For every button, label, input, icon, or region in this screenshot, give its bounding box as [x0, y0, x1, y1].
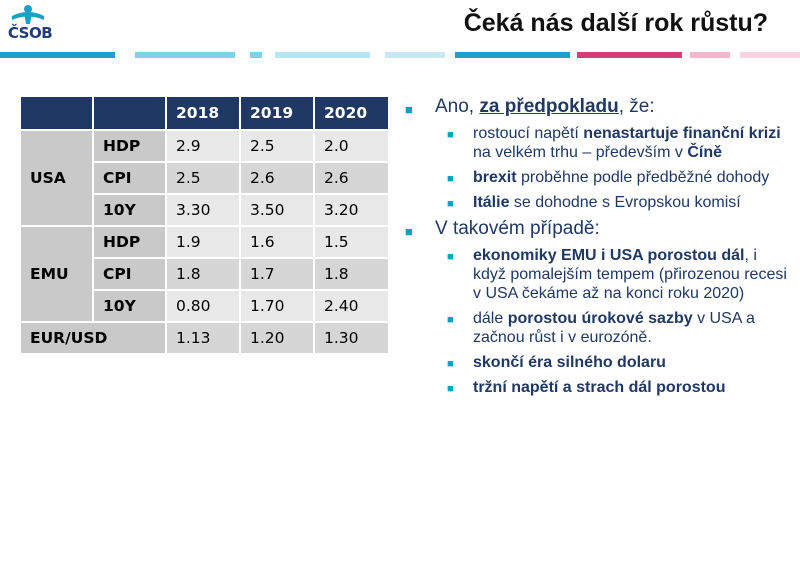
slide-title: Čeká nás další rok růstu? [463, 9, 768, 37]
region-label: EMU [20, 226, 93, 322]
bullet-bold: ekonomiky EMU i USA porostou dál [473, 247, 745, 264]
bullet-text: v USA a začnou růst i v eurozóně. [473, 310, 755, 346]
table-cell: 1.30 [314, 322, 389, 354]
square-bullet-icon: ■ [447, 173, 454, 185]
square-bullet-icon: ■ [447, 358, 454, 370]
square-bullet-icon: ■ [447, 198, 454, 210]
bullet-text: se dohodne s Evropskou komisí [509, 194, 741, 211]
header-stripes [0, 52, 800, 58]
table-cell: 0.80 [166, 290, 240, 322]
bullet-bold: Číně [687, 144, 722, 161]
indicator-label: 10Y [93, 194, 166, 226]
indicator-label: 10Y [93, 290, 166, 322]
year-header: 2019 [240, 96, 314, 130]
table-cell: 2.40 [314, 290, 389, 322]
csob-logo-icon [6, 4, 50, 26]
square-bullet-icon: ■ [405, 224, 413, 239]
header-empty [93, 96, 166, 130]
table-cell: 2.5 [240, 130, 314, 162]
csob-logo [6, 4, 53, 44]
table-cell: 1.6 [240, 226, 314, 258]
square-bullet-icon: ■ [447, 129, 454, 141]
bullet-text: dále [473, 310, 508, 327]
bullet-level1 [403, 96, 793, 118]
bullet-bold: porostou úrokové sazby [507, 310, 693, 327]
indicator-label: HDP [93, 226, 166, 258]
bullet-text: V takovém případě: [435, 218, 600, 239]
bullet-text: Ano, [435, 96, 480, 117]
bullet-level2 [403, 378, 793, 397]
logo-text: ČSOB [7, 24, 53, 42]
bullet-underlined: za předpokladu [479, 96, 619, 117]
bullet-list [403, 96, 793, 403]
square-bullet-icon: ■ [405, 102, 413, 117]
table-cell: 1.7 [240, 258, 314, 290]
table-cell: 1.8 [166, 258, 240, 290]
table-row [20, 226, 389, 258]
bullet-level2 [403, 124, 793, 162]
table-cell: 1.70 [240, 290, 314, 322]
year-header: 2018 [166, 96, 240, 130]
year-header: 2020 [314, 96, 389, 130]
bullet-level2 [403, 353, 793, 372]
bullet-text: rostoucí napětí [473, 125, 584, 142]
bullet-text: , i když pomalejším tempem (přirozenou recesi v USA čekáme až na konci roku 2020) [473, 247, 787, 302]
table-cell: 1.9 [166, 226, 240, 258]
table-cell: 1.8 [314, 258, 389, 290]
table-cell: 2.6 [314, 162, 389, 194]
bullet-text: , že: [618, 96, 655, 117]
square-bullet-icon: ■ [447, 383, 454, 395]
fx-label: EUR/USD [20, 322, 166, 354]
table-cell: 2.5 [166, 162, 240, 194]
bullet-bold: nenastartuje finanční krizi [583, 125, 781, 142]
bullet-level2 [403, 193, 793, 212]
region-label: USA [20, 130, 93, 226]
table-row-fx [20, 322, 389, 354]
table-cell: 3.50 [240, 194, 314, 226]
square-bullet-icon: ■ [447, 251, 454, 263]
table-cell: 2.0 [314, 130, 389, 162]
bullet-text: proběhne podle předběžné dohody [516, 169, 770, 186]
bullet-bold: brexit [473, 169, 517, 186]
table-cell: 3.20 [314, 194, 389, 226]
bullet-text: na velkém trhu – především v [473, 144, 688, 161]
bullet-level2 [403, 309, 793, 347]
bullet-bold: tržní napětí a strach dál porostou [473, 379, 726, 396]
bullet-level2 [403, 168, 793, 187]
bullet-level2 [403, 246, 793, 303]
bullet-bold: Itálie [473, 194, 510, 211]
macro-forecast-table [19, 95, 390, 355]
square-bullet-icon: ■ [447, 314, 454, 326]
bullet-level1 [403, 218, 793, 240]
indicator-label: CPI [93, 258, 166, 290]
table-cell: 1.5 [314, 226, 389, 258]
table-cell: 1.13 [166, 322, 240, 354]
indicator-label: CPI [93, 162, 166, 194]
header-empty [20, 96, 93, 130]
table-header-row [20, 96, 389, 130]
indicator-label: HDP [93, 130, 166, 162]
table-row [20, 130, 389, 162]
bullet-bold: skončí éra silného dolaru [473, 354, 666, 371]
table-cell: 3.30 [166, 194, 240, 226]
table-cell: 2.9 [166, 130, 240, 162]
table-cell: 2.6 [240, 162, 314, 194]
table-cell: 1.20 [240, 322, 314, 354]
